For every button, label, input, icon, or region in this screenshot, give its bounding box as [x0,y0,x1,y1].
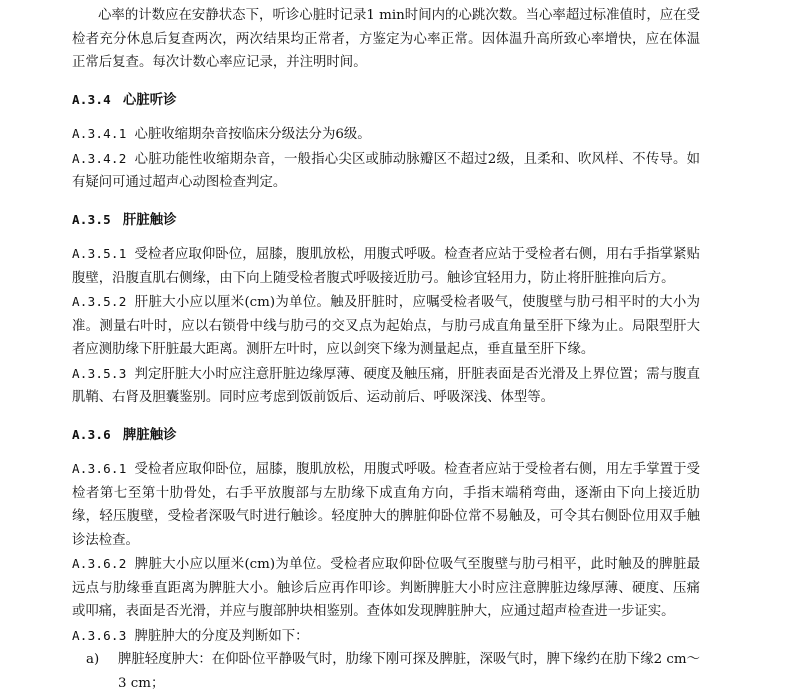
clause-a342 [72,147,700,195]
spacer [72,75,700,88]
clause-text: 受检者应取仰卧位，屈膝，腹肌放松，用腹式呼吸。检查者应站于受检者右侧，用右手指掌紧贴腹壁，沿腹直肌右侧缘，由下向上随受检者腹式呼吸接近肋弓。触诊宜轻用力，防止将肝脏推向后方。 [72,247,700,286]
section-heading-a35 [72,208,700,233]
clause-a353 [72,362,700,410]
spacer [72,112,700,122]
clause-number: A.3.5.1 [72,246,127,261]
clause-a341 [72,122,700,147]
list-marker: a) [86,652,100,667]
clause-a362 [72,552,700,624]
clause-number: A.3.5.2 [72,294,127,309]
clause-number: A.3.4.1 [72,126,127,141]
section-title: 心脏听诊 [122,92,177,108]
clause-a363 [72,624,700,649]
clause-text: 受检者应取仰卧位，屈膝，腹肌放松，用腹式呼吸。检查者应站于受检者右侧，用左手掌置于受检者第七至第十肋骨处，右手平放腹部与左肋缘下成直角方向，手指末端稍弯曲，逐渐由下向上接近肋缘，轻压腹壁，受检者深吸气时进行触诊。轻度肿大的脾脏仰卧位常不易触及，可令其右侧卧位用双手触诊法检查。 [72,462,700,548]
list-item [72,648,700,695]
clause-number: A.3.4.2 [72,150,127,166]
clause-text: 脾脏大小应以厘米(cm)为单位。受检者应取仰卧位吸气至腹壁与肋弓相平，此时触及的脾脏最远点与肋缘垂直距离为脾脏大小。触诊后应再作叩诊。判断脾脏大小时应注意脾脏边缘厚薄、硬度、压痛或叩痛，表面是否光滑，并应与腹部肿块相鉴别。查体如发现脾脏肿大，应通过超声检查进一步证实。 [72,557,700,619]
clause-text: 判定肝脏大小时应注意肝脏边缘厚薄、硬度及触压痛，肝脏表面是否光滑及上界位置；需与腹直肌鞘、右肾及胆囊鉴别。同时应考虑到饭前饭后、运动前后、呼吸深浅、体型等。 [72,366,700,405]
clause-a361 [72,457,700,552]
spacer [72,410,700,423]
section-heading-a34 [72,88,700,113]
clause-number: A.3.6.1 [72,461,127,476]
spacer [72,195,700,208]
intro-paragraph: 心率的计数应在安静状态下，听诊心脏时记录1 min时间内的心跳次数。当心率超过标准值时，应在受检者充分休息后复查两次，两次结果均正常者，方鉴定为心率正常。因体温升高所致心率增快，应在体温正常后复查。每次计数心率应记录，并注明时间。 [72,8,700,70]
clause-a351 [72,242,700,290]
section-title: 肝脏触诊 [122,212,177,228]
clause-text: 肝脏大小应以厘米(cm)为单位。触及肝脏时，应嘱受检者吸气，使腹壁与肋弓相平时的大小为准。测量右叶时，应以右锁骨中线与肋弓的交叉点为起始点，与肋弓成直角量至肝下缘为止。局限型肝大者应测肋缘下肝脏最大距离。测肝左叶时，应以剑突下缘为测量起点，垂直量至肝下缘。 [72,295,700,357]
clause-number: A.3.6.2 [72,556,127,571]
clause-text: 心脏收缩期杂音按临床分级法分为6级。 [134,127,371,142]
section-number: A.3.4 [72,91,111,107]
spacer [72,232,700,242]
document-page [72,4,700,695]
section-heading-a36 [72,423,700,448]
clause-number: A.3.5.3 [72,365,127,381]
clause-a352 [72,290,700,362]
clause-text: 脾脏肿大的分度及判断如下： [134,628,309,644]
spacer [72,447,700,457]
list-item-text: 脾脏轻度肿大：在仰卧位平静吸气时，肋缘下刚可探及脾脏，深吸气时，脾下缘约在肋下缘2 cm～3 cm； [118,652,700,691]
clause-number: A.3.6.3 [72,627,127,643]
section-number: A.3.5 [72,211,111,227]
clause-text: 心脏功能性收缩期杂音，一般指心尖区或肺动脉瓣区不超过2级，且柔和、吹风样、不传导。如有疑问可通过超声心动图检查判定。 [72,151,700,190]
section-title: 脾脏触诊 [122,427,177,443]
section-number: A.3.6 [72,426,111,442]
